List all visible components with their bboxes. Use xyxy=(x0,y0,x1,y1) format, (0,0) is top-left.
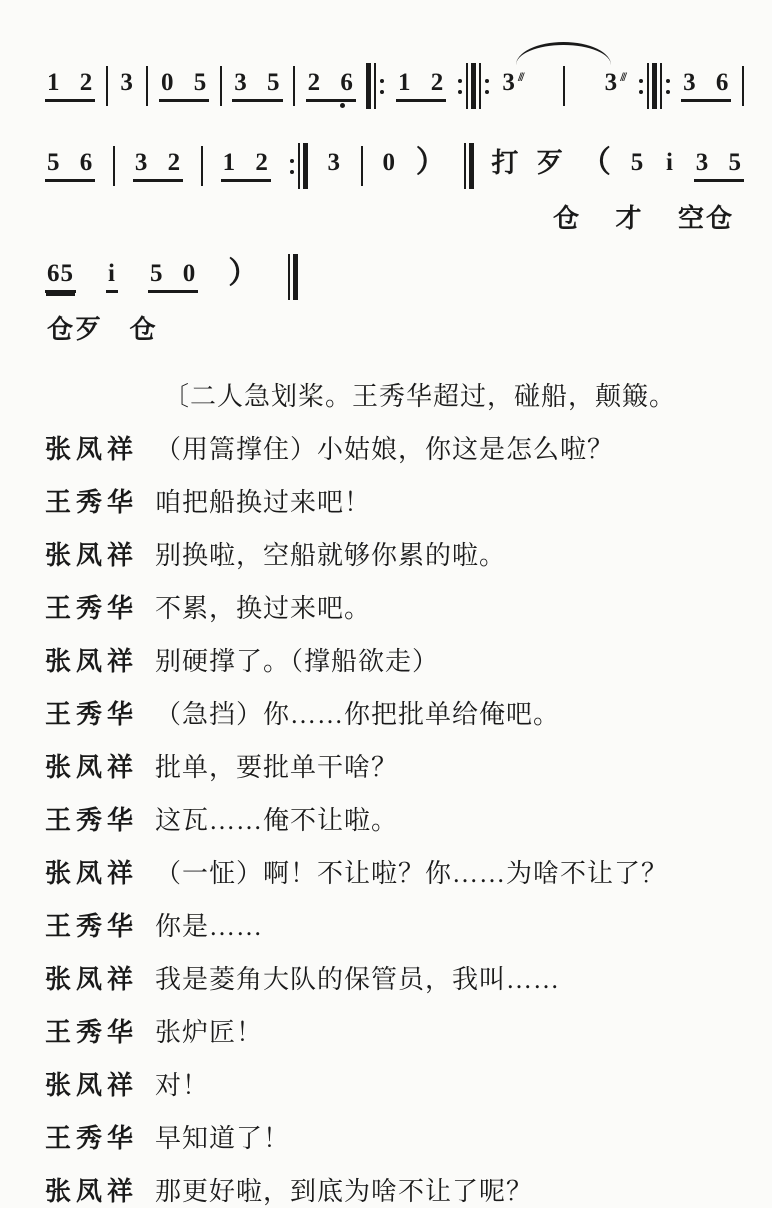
percussion-char: 打 xyxy=(491,147,519,178)
note-group: 3 5 xyxy=(694,150,744,182)
dialogue-text: 别换啦，空船就够你累的啦。 xyxy=(155,541,507,570)
barline-icon xyxy=(361,146,363,186)
dialogue-row xyxy=(45,429,744,466)
speaker-name: 张凤祥 xyxy=(45,647,139,676)
close-paren: ） xyxy=(228,257,259,290)
note-group: i xyxy=(665,149,674,176)
percussion-lyrics: 仓 才 空仓 xyxy=(552,204,734,233)
speaker-name: 王秀华 xyxy=(45,700,139,729)
note-group: 0 5 xyxy=(159,70,209,102)
dialogue-text: 别硬撑了。（撑船欲走） xyxy=(155,647,440,676)
note-group: 5 0 xyxy=(148,261,198,293)
dialogue-text: 你是…… xyxy=(155,912,264,941)
dialogue-text: 张炉匠！ xyxy=(155,1018,264,1047)
music-staff-row xyxy=(45,140,744,192)
note-group: 1 2 xyxy=(396,70,446,102)
speaker-name: 王秀华 xyxy=(45,594,139,623)
open-paren: （ xyxy=(580,146,611,179)
dialogue-text: 咱把船换过来吧！ xyxy=(155,488,372,517)
dialogue-text: 批单，要批单干啥？ xyxy=(155,753,399,782)
final-barline-icon xyxy=(464,143,474,189)
barline-icon xyxy=(106,66,108,106)
repeat-both-barline-icon xyxy=(457,63,490,109)
barline-icon xyxy=(293,66,295,106)
dialogue-row xyxy=(45,535,744,572)
note-group: i xyxy=(106,261,118,293)
barline-icon xyxy=(146,66,148,106)
dialogue-row xyxy=(45,959,744,996)
percussion-char: 歹 xyxy=(536,147,564,178)
speaker-name: 王秀华 xyxy=(45,488,139,517)
music-line-1 xyxy=(45,34,744,112)
dialogue-row xyxy=(45,588,744,625)
dialogue-text: 那更好啦，到底为啥不让了呢？ xyxy=(155,1177,534,1206)
repeat-end-barline-icon xyxy=(289,143,308,189)
note-group: 3 2 xyxy=(133,150,183,182)
music-staff-row xyxy=(45,251,744,303)
music-notation-section xyxy=(45,34,744,346)
tremolo-mark-icon: /// xyxy=(620,69,625,84)
note-group: 1 2 xyxy=(221,150,271,182)
barline-icon xyxy=(113,146,115,186)
barline-icon xyxy=(563,66,565,106)
note-group: 3 6 xyxy=(681,70,731,102)
dialogue-row xyxy=(45,747,744,784)
dialogue-row xyxy=(45,800,744,837)
note-group: 0 xyxy=(382,149,396,176)
music-line-3 xyxy=(45,251,744,346)
tie-arc-group xyxy=(500,66,627,106)
speaker-name: 王秀华 xyxy=(45,1124,139,1153)
repeat-both-barline-icon xyxy=(638,63,671,109)
repeat-start-barline-icon xyxy=(366,63,385,109)
dialogue-row xyxy=(45,1012,744,1049)
speaker-name: 张凤祥 xyxy=(45,1071,139,1100)
dialogue-row xyxy=(45,1171,744,1208)
music-line-2 xyxy=(45,140,744,235)
speaker-name: 张凤祥 xyxy=(45,753,139,782)
dialogue-text: （急挡）你……你把批单给俺吧。 xyxy=(155,700,561,729)
speaker-name: 王秀华 xyxy=(45,912,139,941)
note-group: 65 xyxy=(45,261,76,293)
dialogue-text: 早知道了！ xyxy=(155,1124,291,1153)
dialogue-row xyxy=(45,1118,744,1155)
dialogue-row xyxy=(45,641,744,678)
barline-icon xyxy=(220,66,222,106)
dialogue-row xyxy=(45,853,744,890)
barline-icon xyxy=(201,146,203,186)
dialogue-text: 我是菱角大队的保管员，我叫…… xyxy=(155,965,561,994)
dialogue-row xyxy=(45,694,744,731)
note-group: 3 /// xyxy=(604,69,625,96)
dialogue-section xyxy=(45,429,744,1208)
note-group: 1 2 xyxy=(45,70,95,102)
note-group: 3 xyxy=(327,149,341,176)
note-group: 3 xyxy=(120,69,134,96)
final-barline-icon xyxy=(288,254,298,300)
stage-direction: 〔二人急划桨。王秀华超过，碰船，颠簸。 xyxy=(163,382,677,411)
dialogue-row xyxy=(45,1065,744,1102)
note-group: 2 6 xyxy=(306,70,356,102)
speaker-name: 王秀华 xyxy=(45,1018,139,1047)
dialogue-text: （用篙撑住）小姑娘，你这是怎么啦？ xyxy=(155,435,615,464)
note-group: 5 xyxy=(630,149,645,176)
dialogue-text: 这瓦……俺不让啦。 xyxy=(155,806,399,835)
note-group: 3 /// xyxy=(502,69,523,96)
note-group: 5 6 xyxy=(45,150,95,182)
music-staff-row xyxy=(45,34,744,112)
note-group: 3 5 xyxy=(232,70,282,102)
close-paren: ） xyxy=(415,146,446,179)
dialogue-text: 不累，换过来吧。 xyxy=(155,594,372,623)
dialogue-text: 对！ xyxy=(155,1071,210,1100)
dialogue-row xyxy=(45,482,744,519)
speaker-name: 张凤祥 xyxy=(45,1177,139,1206)
speaker-name: 王秀华 xyxy=(45,806,139,835)
speaker-name: 张凤祥 xyxy=(45,435,139,464)
speaker-name: 张凤祥 xyxy=(45,541,139,570)
percussion-lyrics: 仓歹 仓 xyxy=(47,315,158,344)
tremolo-mark-icon: /// xyxy=(517,69,523,84)
speaker-name: 张凤祥 xyxy=(45,859,139,888)
barline-icon xyxy=(742,66,744,106)
speaker-name: 张凤祥 xyxy=(45,965,139,994)
dialogue-text: （一怔）啊！不让啦？你……为啥不让了？ xyxy=(155,859,669,888)
dialogue-row xyxy=(45,906,744,943)
